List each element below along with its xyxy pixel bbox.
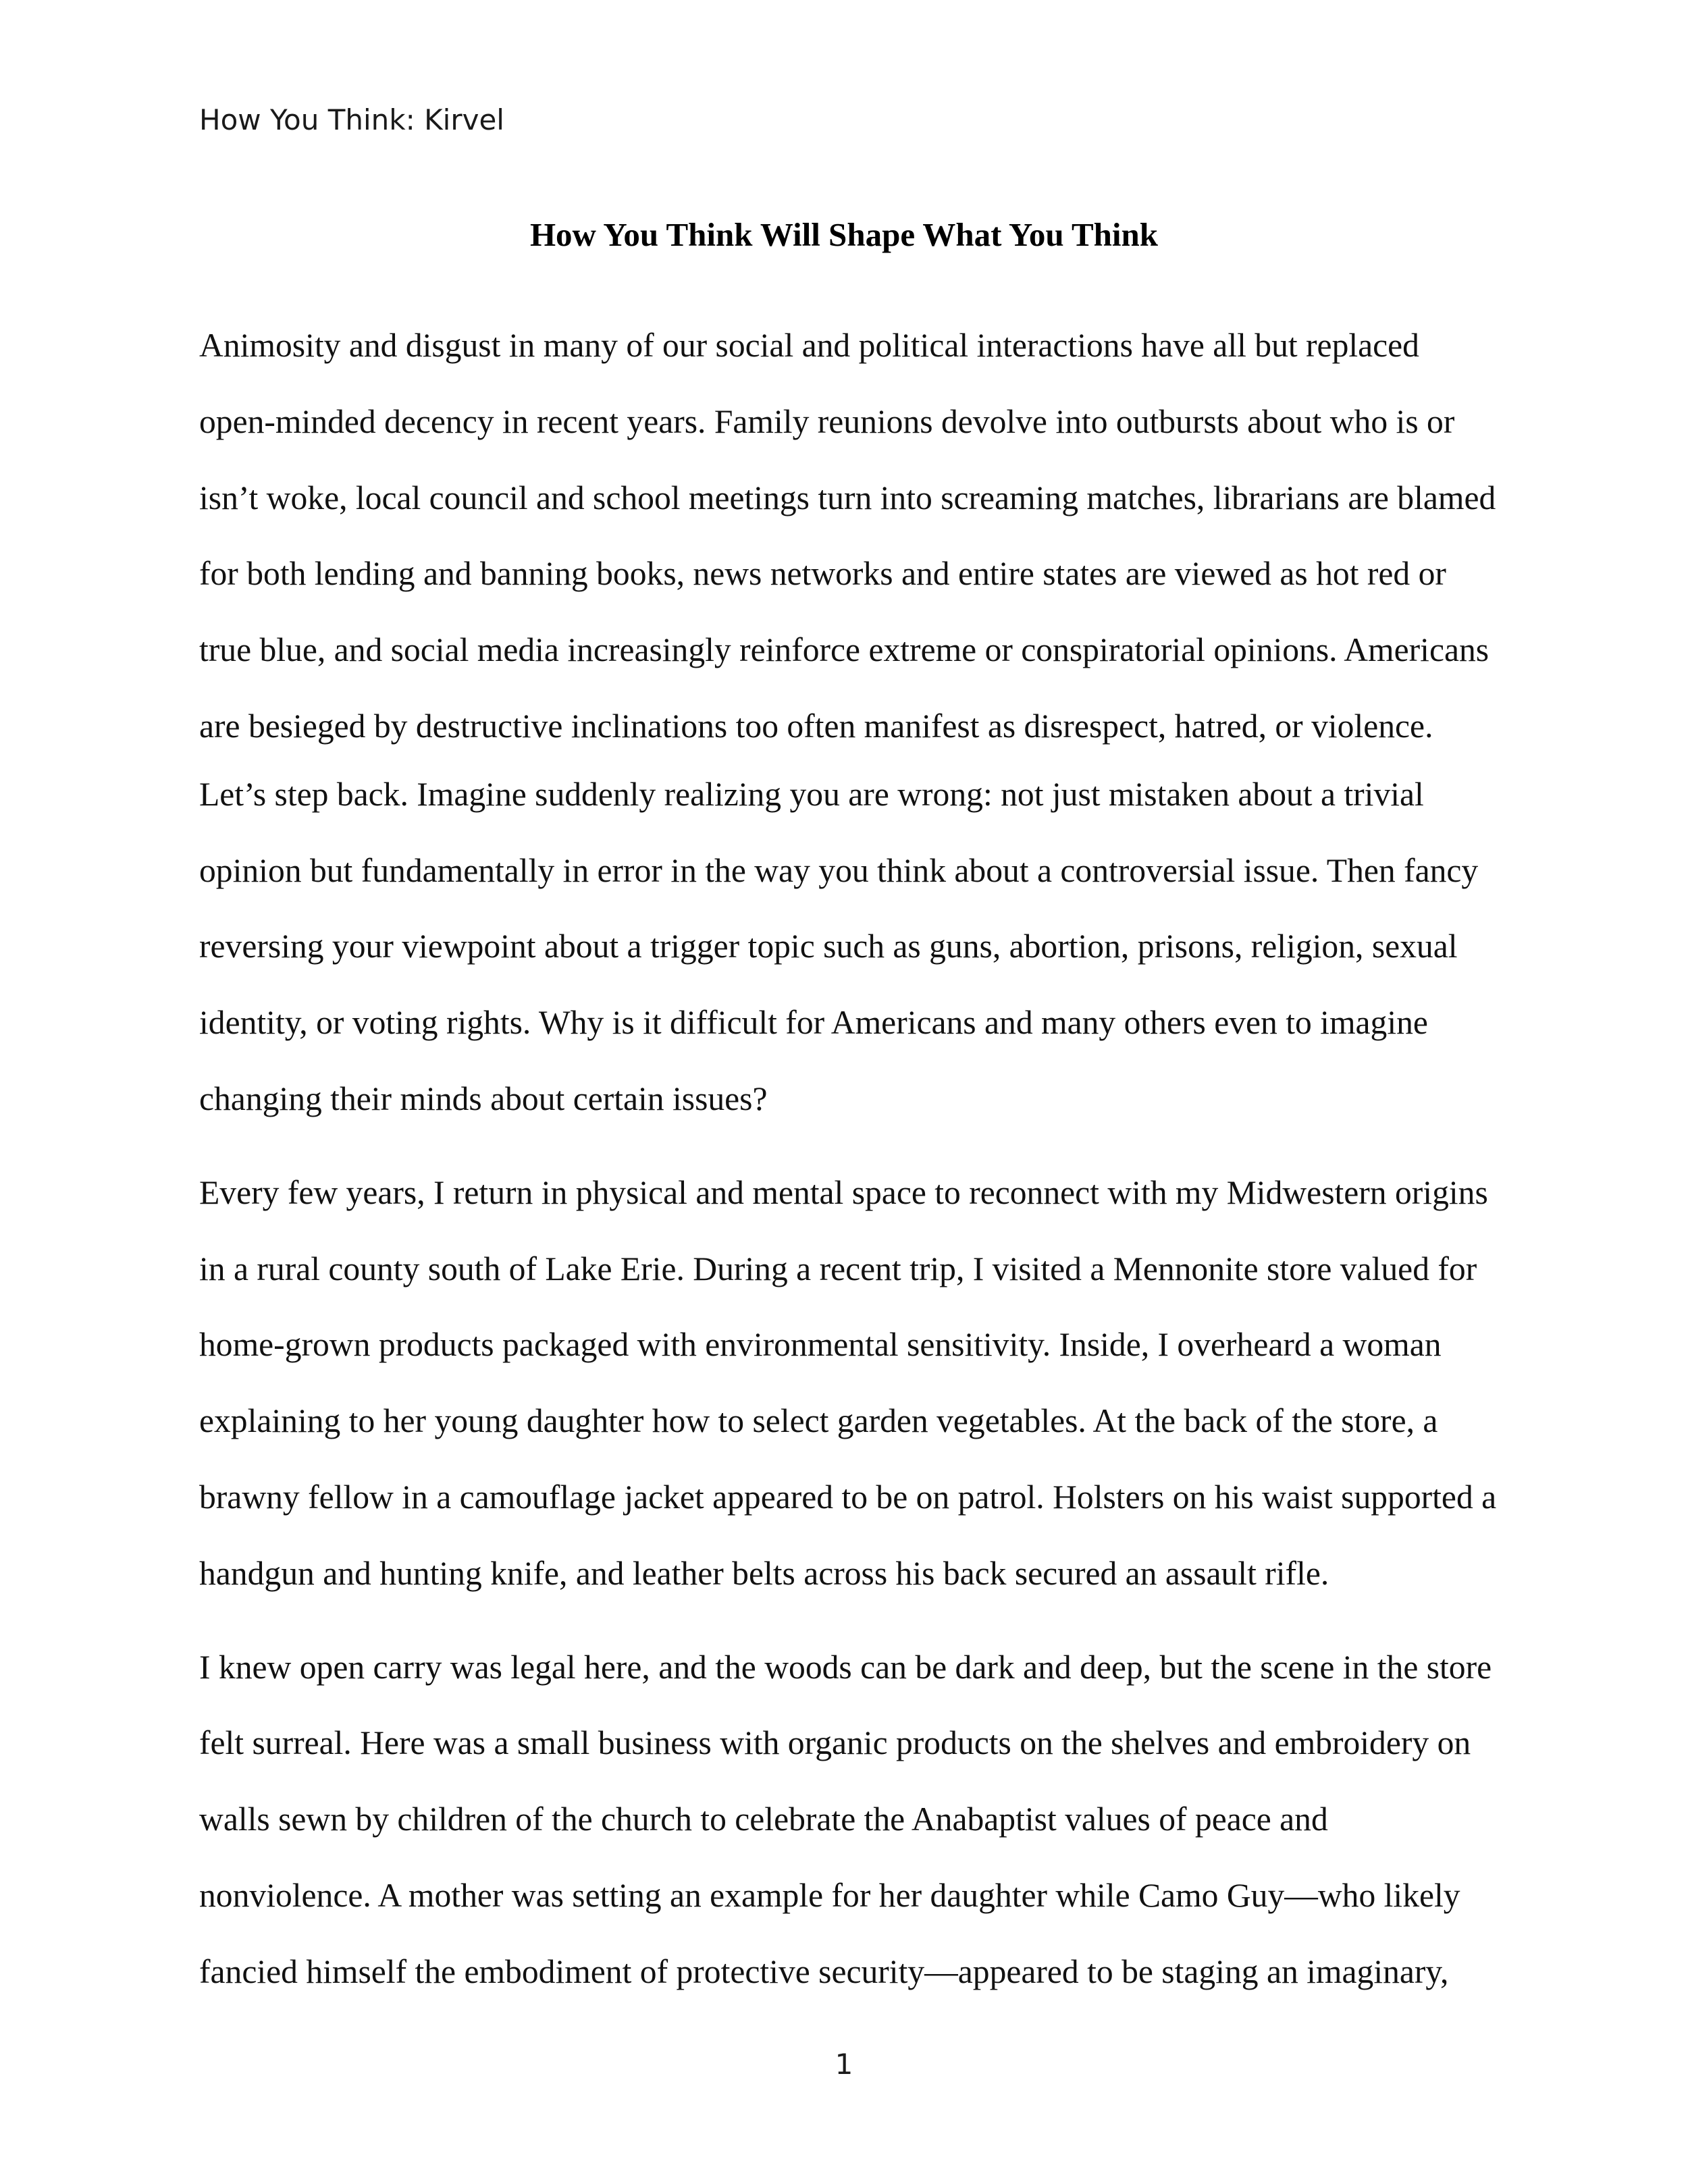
document-title: How You Think Will Shape What You Think [529,216,1159,253]
body-paragraph-3: Every few years, I return in physical and mental space to reconnect with my Midwestern origins in a rural county south of Lake Erie. During a recent trip, I visited a Mennonite store valued for home-grown products packaged with environmental sensitivity. Inside, I overheard a woman explaining to her young daughter how to select garden vegetables. At the back of the store, a brawny fellow in a camouflage jacket appeared to be on patrol. Holsters on his waist supported a handgun and hunting knife, and leather belts across his back secured an assault rifle. [199,1173,1497,1592]
body-paragraph-4: I knew open carry was legal here, and the woods can be dark and deep, but the scene in the store felt surreal. Here was a small business with organic products on the shelves and embroidery on walls sewn by children of the church to celebrate the Anabaptist values of peace and nonviolence. A mother was setting an example for her daughter while Camo Guy—who likely fancied himself the embodiment of protective security—appeared to be staging an imaginary, [199,1648,1492,1990]
running-header: How You Think: Kirvel [199,103,504,136]
document-body [199,308,1502,2010]
page-number: 1 [835,2048,853,2081]
body-paragraph-1: Animosity and disgust in many of our social and political interactions have all but replaced open-minded decency in recent years. Family reunions devolve into outbursts about who is or isn’t woke, local council and school meetings turn into screaming matches, librarians are blamed for both lending and banning books, news networks and entire states are viewed as hot red or true blue, and social media increasingly reinforce extreme or conspiratorial opinions. Americans are besieged by destructive inclinations too often manifest as disrespect, hatred, or violence. [199,327,1496,745]
body-paragraph-2: Let’s step back. Imagine suddenly realizing you are wrong: not just mistaken about a trivial opinion but fundamentally in error in the way you think about a controversial issue. Then fancy reversing your viewpoint about a trigger topic such as guns, abortion, prisons, religion, sexual identity, or voting rights. Why is it difficult for Americans and many others even to imagine changing their minds about certain issues? [199,775,1479,1117]
